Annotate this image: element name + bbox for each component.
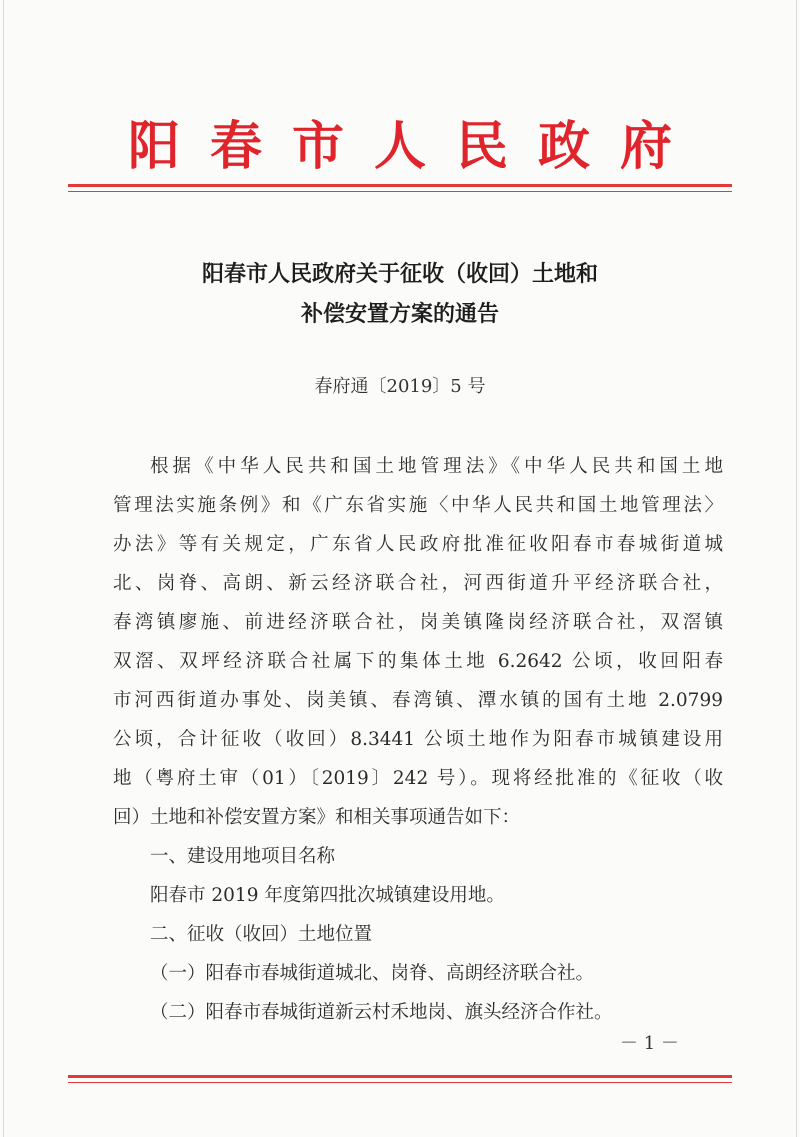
body-line: 地（粤府土审（01）〔2019〕242 号）。现将经批准的《征收（收 xyxy=(113,768,723,789)
body-line: 根据《中华人民共和国土地管理法》《中华人民共和国土地 xyxy=(150,456,723,477)
header-red-rule-thick xyxy=(68,184,732,187)
body-line: 北、岗脊、高朗、新云经济联合社，河西街道升平经济联合社， xyxy=(113,573,723,594)
document-title-line-2: 补偿安置方案的通告 xyxy=(300,301,499,327)
issuer-header: 阳春市人民政府 xyxy=(127,116,702,177)
body-line: 春湾镇廖施、前进经济联合社，岗美镇隆岗经济联合社，双滘镇 xyxy=(113,612,723,633)
footer-red-rule-thin xyxy=(68,1082,732,1083)
section-heading: 一、建设用地项目名称 xyxy=(150,846,336,867)
document-title-line-1: 阳春市人民政府关于征收（收回）土地和 xyxy=(201,261,598,287)
list-item: （一）阳春市春城街道城北、岗脊、高朗经济联合社。 xyxy=(150,963,595,984)
body-line: 阳春市 2019 年度第四批次城镇建设用地。 xyxy=(150,885,505,906)
footer-red-rule-thick xyxy=(68,1075,732,1078)
section-heading: 二、征收（收回）土地位置 xyxy=(150,924,373,945)
body-line: 公顷，合计征收（收回）8.3441 公顷土地作为阳春市城镇建设用 xyxy=(113,729,723,750)
body-line: 管理法实施条例》和《广东省实施〈中华人民共和国土地管理法〉 xyxy=(113,495,723,516)
body-line: 双滘、双坪经济联合社属下的集体土地 6.2642 公顷，收回阳春 xyxy=(113,651,723,672)
list-item: （二）阳春市春城街道新云村禾地岗、旗头经济合作社。 xyxy=(150,1002,613,1023)
header-red-rule-thin xyxy=(68,191,732,192)
body-line: 市河西街道办事处、岗美镇、春湾镇、潭水镇的国有土地 2.0799 xyxy=(113,690,723,711)
body-line: 办法》等有关规定，广东省人民政府批准征收阳春市春城街道城 xyxy=(113,534,723,555)
document-number: 春府通〔2019〕5 号 xyxy=(314,376,486,397)
page-number: － 1 － xyxy=(620,1033,679,1054)
body-line: 回）土地和补偿安置方案》和相关事项通告如下： xyxy=(113,807,521,828)
